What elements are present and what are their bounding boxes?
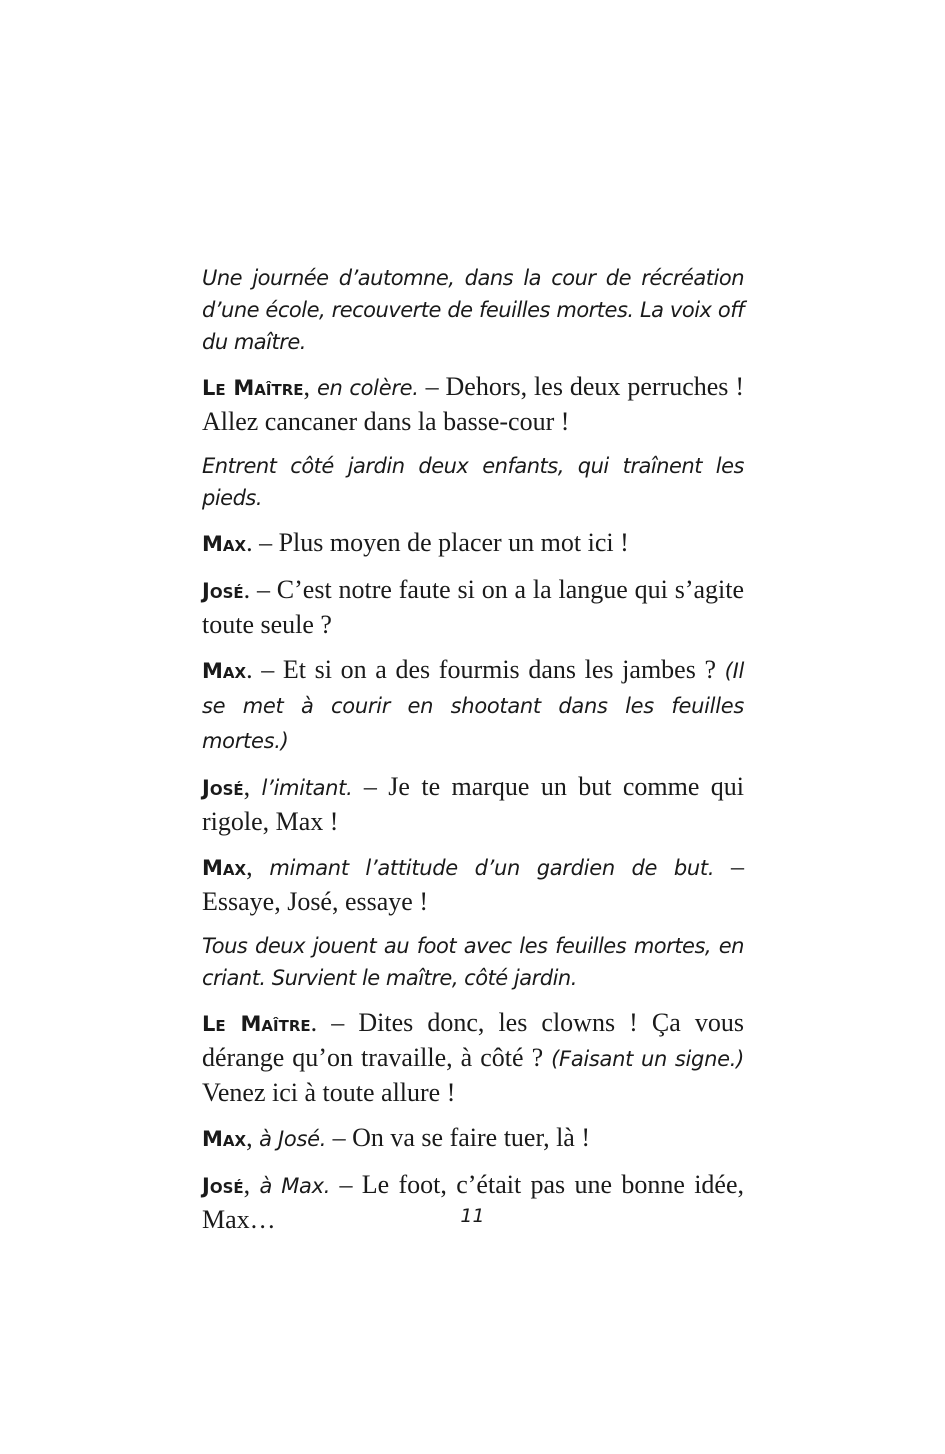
dialogue-line (202, 370, 744, 438)
dialogue-text: Je te marque un but comme qui rigole, Max ! (202, 772, 745, 836)
speaker-direction: l’imitant. (261, 776, 353, 800)
dialogue-text: Essaye, José, essaye ! (202, 887, 428, 916)
dialogue-dash: – (250, 575, 277, 604)
dialogue-dash: – (714, 852, 745, 881)
speaker-direction: en colère. (316, 376, 419, 400)
dialogue-line (202, 770, 744, 838)
speaker-period: . (246, 655, 253, 684)
dialogue-text: Dites donc, les clowns ! Ça vous dérange qu’on travaille, à côté ? (202, 1008, 745, 1072)
speaker-name: Max (202, 659, 247, 683)
dialogue-text-continued: Venez ici à toute allure ! (202, 1078, 456, 1107)
dialogue-line (202, 1121, 744, 1156)
dialogue-text: On va se faire tuer, là ! (352, 1123, 591, 1152)
speaker-name: Max (202, 532, 247, 556)
dialogue-line (202, 573, 744, 641)
speaker-direction: à José. (259, 1127, 327, 1151)
speaker-name: Le Maître (202, 1012, 311, 1036)
speaker-direction: mimant l’attitude d’un gardien de but. (269, 856, 715, 880)
page-number: 11 (460, 1205, 485, 1227)
dialogue-line (202, 850, 744, 918)
dialogue-text: Le foot, c’était pas une bonne idée, Max… (202, 1170, 745, 1234)
inline-stage-direction: (Faisant un signe.) (551, 1047, 744, 1071)
dialogue-dash: – (252, 528, 279, 557)
dialogue-line (202, 1006, 744, 1109)
speaker-name: Le Maître (202, 376, 304, 400)
speaker-comma: , (303, 372, 310, 401)
speaker-comma: , (243, 1170, 251, 1199)
speaker-period: . (243, 575, 251, 604)
speaker-comma: , (246, 1123, 253, 1152)
stage-direction: Une journée d’automne, dans la cour de récréation d’une école, recouverte de feuilles mortes. La voix off du maître. (202, 266, 744, 354)
dialogue-text: Et si on a des fourmis dans les jambes ? (282, 655, 725, 684)
stage-direction: Entrent côté jardin deux enfants, qui traînent les pieds. (202, 454, 744, 510)
speaker-name: Max (202, 856, 247, 880)
dialogue-line (202, 526, 744, 561)
speaker-name: Max (202, 1127, 247, 1151)
speaker-direction: à Max. (259, 1174, 331, 1198)
speaker-comma: , (243, 772, 251, 801)
stage-direction: Tous deux jouent au foot avec les feuilles mortes, en criant. Survient le maître, côté jardin. (202, 934, 744, 990)
dialogue-text: Dehors, les deux perruches ! Allez cancaner dans la basse-cour ! (202, 372, 744, 436)
play-text-body (202, 262, 744, 1248)
speaker-name: José (202, 776, 244, 800)
speaker-name: José (202, 579, 244, 603)
dialogue-dash: – (326, 1123, 353, 1152)
dialogue-dash: – (418, 372, 446, 401)
speaker-period: . (246, 528, 253, 557)
inline-stage-direction: (Il se met à courir en shootant dans les feuilles mortes.) (202, 659, 744, 753)
dialogue-line (202, 653, 744, 758)
dialogue-dash: – (352, 772, 389, 801)
speaker-period: . (310, 1008, 318, 1037)
dialogue-dash: – (252, 655, 283, 684)
dialogue-text: C’est notre faute si on a la langue qui s’agite toute seule ? (202, 575, 745, 639)
dialogue-dash: – (330, 1170, 362, 1199)
speaker-comma: , (246, 852, 253, 881)
dialogue-text: Plus moyen de placer un mot ici ! (278, 528, 629, 557)
dialogue-dash: – (317, 1008, 359, 1037)
speaker-name: José (202, 1174, 244, 1198)
